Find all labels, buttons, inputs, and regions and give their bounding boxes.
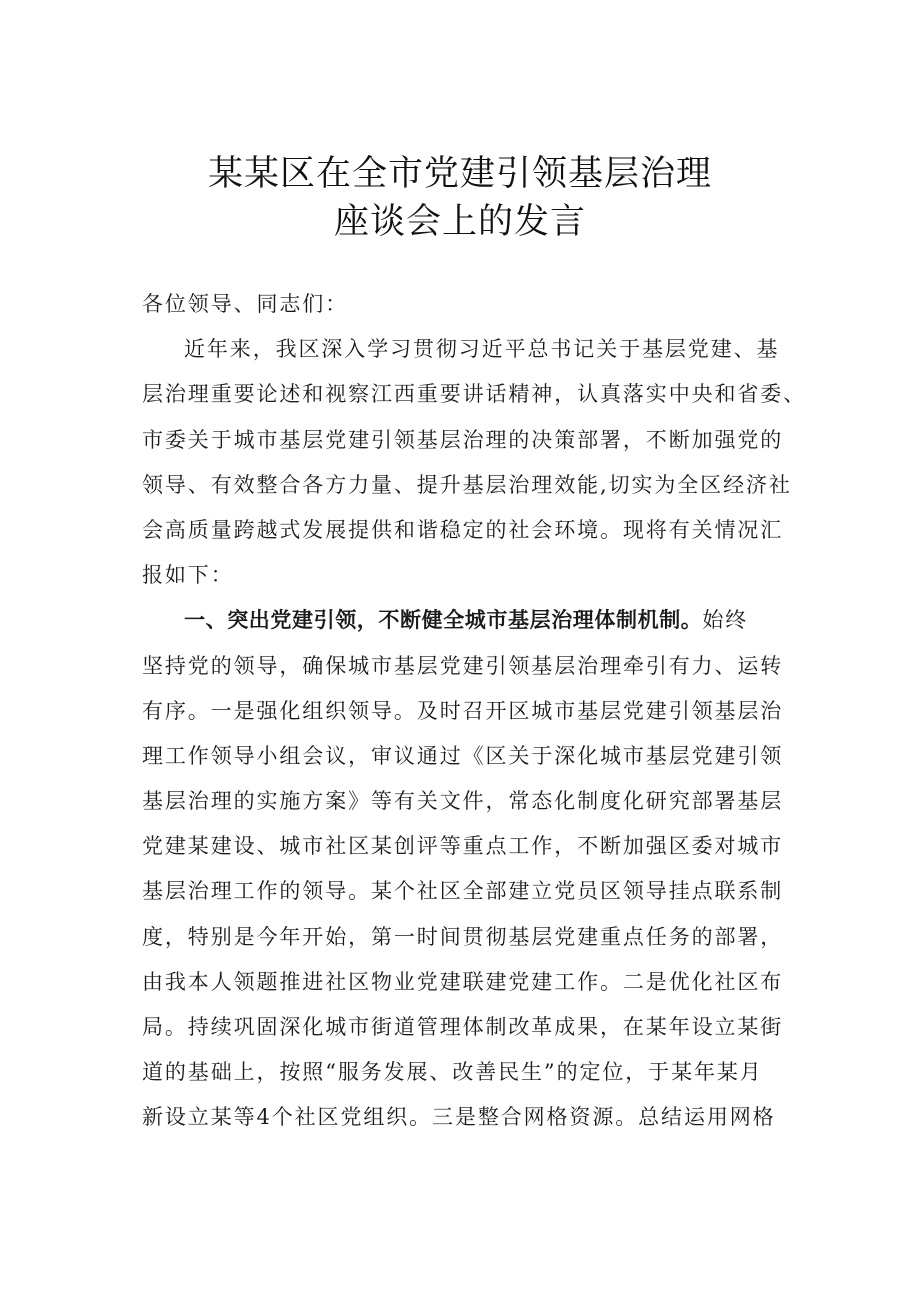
text-line: 由我本人领题推进社区物业党建联建党建工作。二是优化社区布 [142,969,784,994]
text-line: 党建某建设、城市社区某创评等重点工作，不断加强区委对城市 [142,834,784,859]
text-line: 道的基础上，按照“服务发展、改善民生”的定位，于某年某月 [142,1060,763,1085]
text-line: 坚持党的领导，确保城市基层党建引领基层治理牵引有力、运转 [142,653,784,678]
section-1-first-line [142,598,806,643]
text-line: 基层治理的实施方案》等有关文件，常态化制度化研究部署基层 [142,789,784,814]
section-1-paragraph [142,598,806,1140]
section-1-first-line-rest: 始终 [702,608,749,633]
title-line-1: 某某区在全市党建引领基层治理 [207,154,712,194]
text-line: 局。持续巩固深化城市街道管理体制改革成果，在某年设立某街 [142,1015,784,1039]
text-line: 近年来，我区深入学习贯彻习近平总书记关于基层党建、基 [184,337,780,362]
text-line: 报如下： [142,563,234,588]
section-1-heading: 一、突出党建引领，不断健全城市基层治理体制机制。 [184,608,703,633]
text-line: 层治理重要论述和视察江西重要讲话精神，认真落实中央和省委、 [142,382,806,407]
intro-paragraph [142,327,806,598]
text-line: 基层治理工作的领导。某个社区全部建立党员区领导挂点联系制 [142,879,784,904]
text-line: 有序。一是强化组织领导。及时召开区城市基层党建引领基层治 [142,698,784,723]
salutation: 各位领导、同志们： [142,292,349,316]
document-title [0,150,920,246]
text-line: 理工作领导小组会议，审议通过《区关于深化城市基层党建引领 [142,743,784,768]
text-line: 度，特别是今年开始，第一时间贯彻基层党建重点任务的部署， [142,924,784,949]
text-line: 新设立某等4个社区党组织。三是整合网格资源。总结运用网格 [142,1105,776,1130]
title-line-2: 座谈会上的发言 [333,202,586,242]
text-line: 会高质量跨越式发展提供和谐稳定的社会环境。现将有关情况汇 [142,517,784,542]
text-line: 市委关于城市基层党建引领基层治理的决策部署，不断加强党的 [142,427,784,452]
text-line: 领导、有效整合各方力量、提升基层治理效能,切实为全区经济社 [142,472,792,497]
document-body [142,282,806,1141]
